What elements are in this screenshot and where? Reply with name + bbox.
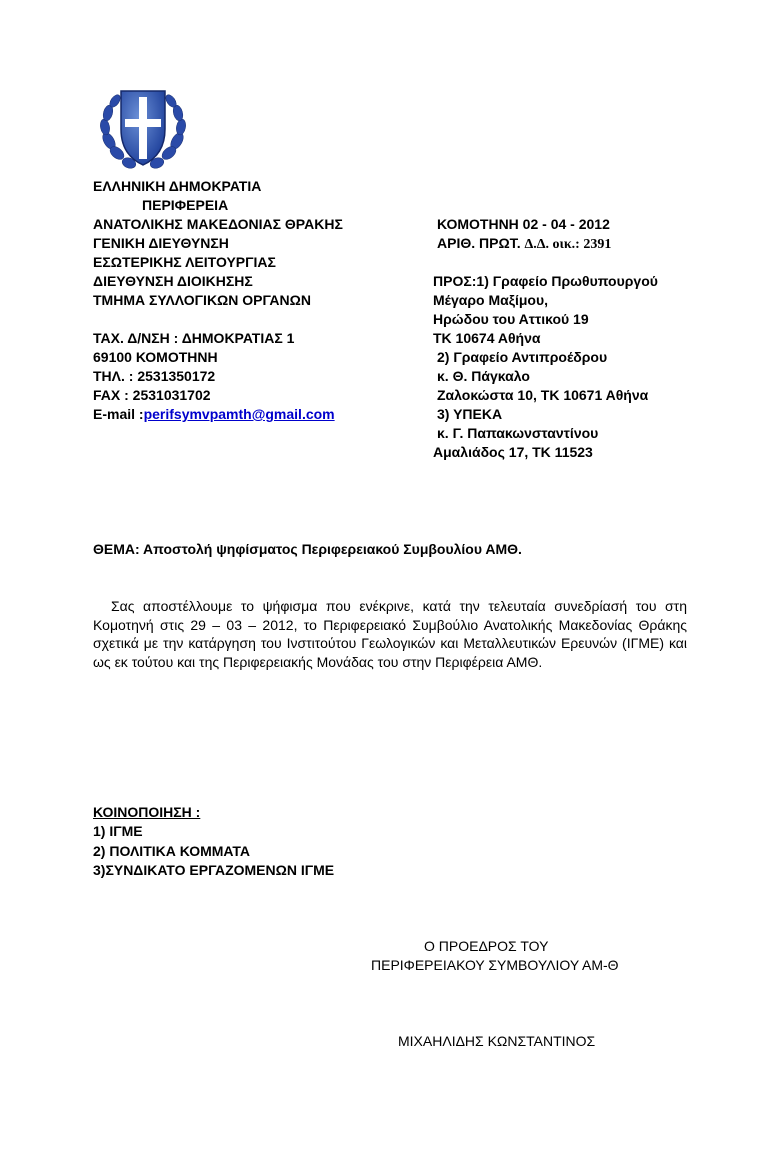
org-region-name: ΑΝΑΤΟΛΙΚΗΣ ΜΑΚΕΔΟΝΙΑΣ ΘΡΑΚΗΣ [93,216,343,232]
email-label: E-mail : [93,406,144,422]
recipient-2-person: κ. Θ. Πάγκαλο [437,368,530,384]
recipient-1-building: Μέγαρο Μαξίμου, [433,292,549,308]
coat-of-arms-emblem [95,79,191,175]
document-date: ΚΟΜΟΤΗΝΗ 02 - 04 - 2012 [437,216,610,232]
body-paragraph: Σας αποστέλλουμε το ψήφισμα που ενέκρινε, κατά την τελευταία συνεδρίασή του στη Κομοτηνή στις 29 – 03 – 2012, το Περιφερειακό Συμβούλιο Ανατολικής Μακεδονίας Θράκης σχετικά με την κατάργηση του Ινστιτούτου Γεωλογικών και Μεταλλευτικών Ερευνών (ΙΓΜΕ) και ως εκ τούτου και της Περιφερειακής Μονάδας του στην Περιφέρεια ΑΜΘ. [93,598,687,670]
signature-name: ΜΙΧΑΗΛΙΔΗΣ ΚΩΝΣΤΑΝΤΙΝΟΣ [398,1033,596,1049]
recipient-2-title: 2) Γραφείο Αντιπροέδρου [437,349,608,365]
contact-email-row [93,405,335,424]
recipient-3-person: κ. Γ. Παπακωνσταντίνου [437,425,599,441]
recipient-3-title: 3) ΥΠΕΚΑ [437,406,503,422]
cc-item-2: 2) ΠΟΛΙΤΙΚΑ ΚΟΜΜΑΤΑ [93,843,250,859]
contact-phone: ΤΗΛ. : 2531350172 [93,368,216,384]
subject-line: ΘΕΜΑ: Αποστολή ψηφίσματος Περιφερειακού Συμβουλίου ΑΜΘ. [93,541,522,557]
recipient-1-street: Ηρώδου του Αττικού 19 [433,311,589,327]
org-admin-directorate: ΔΙΕΥΘΥΝΣΗ ΔΙΟΙΚΗΣΗΣ [93,273,253,289]
cc-item-3: 3)ΣΥΝΔΙΚΑΤΟ ΕΡΓΑΖΟΜΕΝΩΝ ΙΓΜΕ [93,862,335,878]
recipient-2-address: Ζαλοκώστα 10, ΤΚ 10671 Αθήνα [437,387,649,403]
org-general-directorate: ΓΕΝΙΚΗ ΔΙΕΥΘΥΝΣΗ [93,235,229,251]
protocol-number [437,234,611,254]
email-link[interactable]: perifsymvpamth@gmail.com [143,406,335,422]
recipient-3-address: Αμαλιάδος 17, ΤΚ 11523 [433,444,593,460]
protocol-value: Δ.Δ. οικ.: 2391 [524,237,612,252]
cc-item-1: 1) ΙΓΜΕ [93,823,143,839]
org-internal-operation: ΕΣΩΤΕΡΙΚΗΣ ΛΕΙΤΟΥΡΓΙΑΣ [93,254,276,270]
cc-title: ΚΟΙΝΟΠΟΙΗΣΗ : [93,804,201,820]
signature-title-2: ΠΕΡΙΦΕΡΕΙΑΚΟΥ ΣΥΜΒΟΥΛΙΟΥ ΑΜ-Θ [371,957,619,973]
contact-city: 69100 ΚΟΜΟΤΗΝΗ [93,349,218,365]
recipient-1-postcode: ΤΚ 10674 Αθήνα [433,330,541,346]
protocol-label: ΑΡΙΘ. ΠΡΩΤ. [437,235,521,251]
contact-address: ΤΑΧ. Δ/ΝΣΗ : ΔΗΜΟΚΡΑΤΙΑΣ 1 [93,330,295,346]
org-region: ΠΕΡΙΦΕΡΕΙΑ [142,197,229,213]
contact-fax: FAX : 2531031702 [93,387,211,403]
recipient-1-title: ΠΡΟΣ:1) Γραφείο Πρωθυπουργού [433,273,658,289]
signature-title-1: Ο ΠΡΟΕΔΡΟΣ ΤΟΥ [424,938,549,954]
org-greek-republic: ΕΛΛΗΝΙΚΗ ΔΗΜΟΚΡΑΤΙΑ [93,178,262,194]
org-department: ΤΜΗΜΑ ΣΥΛΛΟΓΙΚΩΝ ΟΡΓΑΝΩΝ [93,292,311,308]
